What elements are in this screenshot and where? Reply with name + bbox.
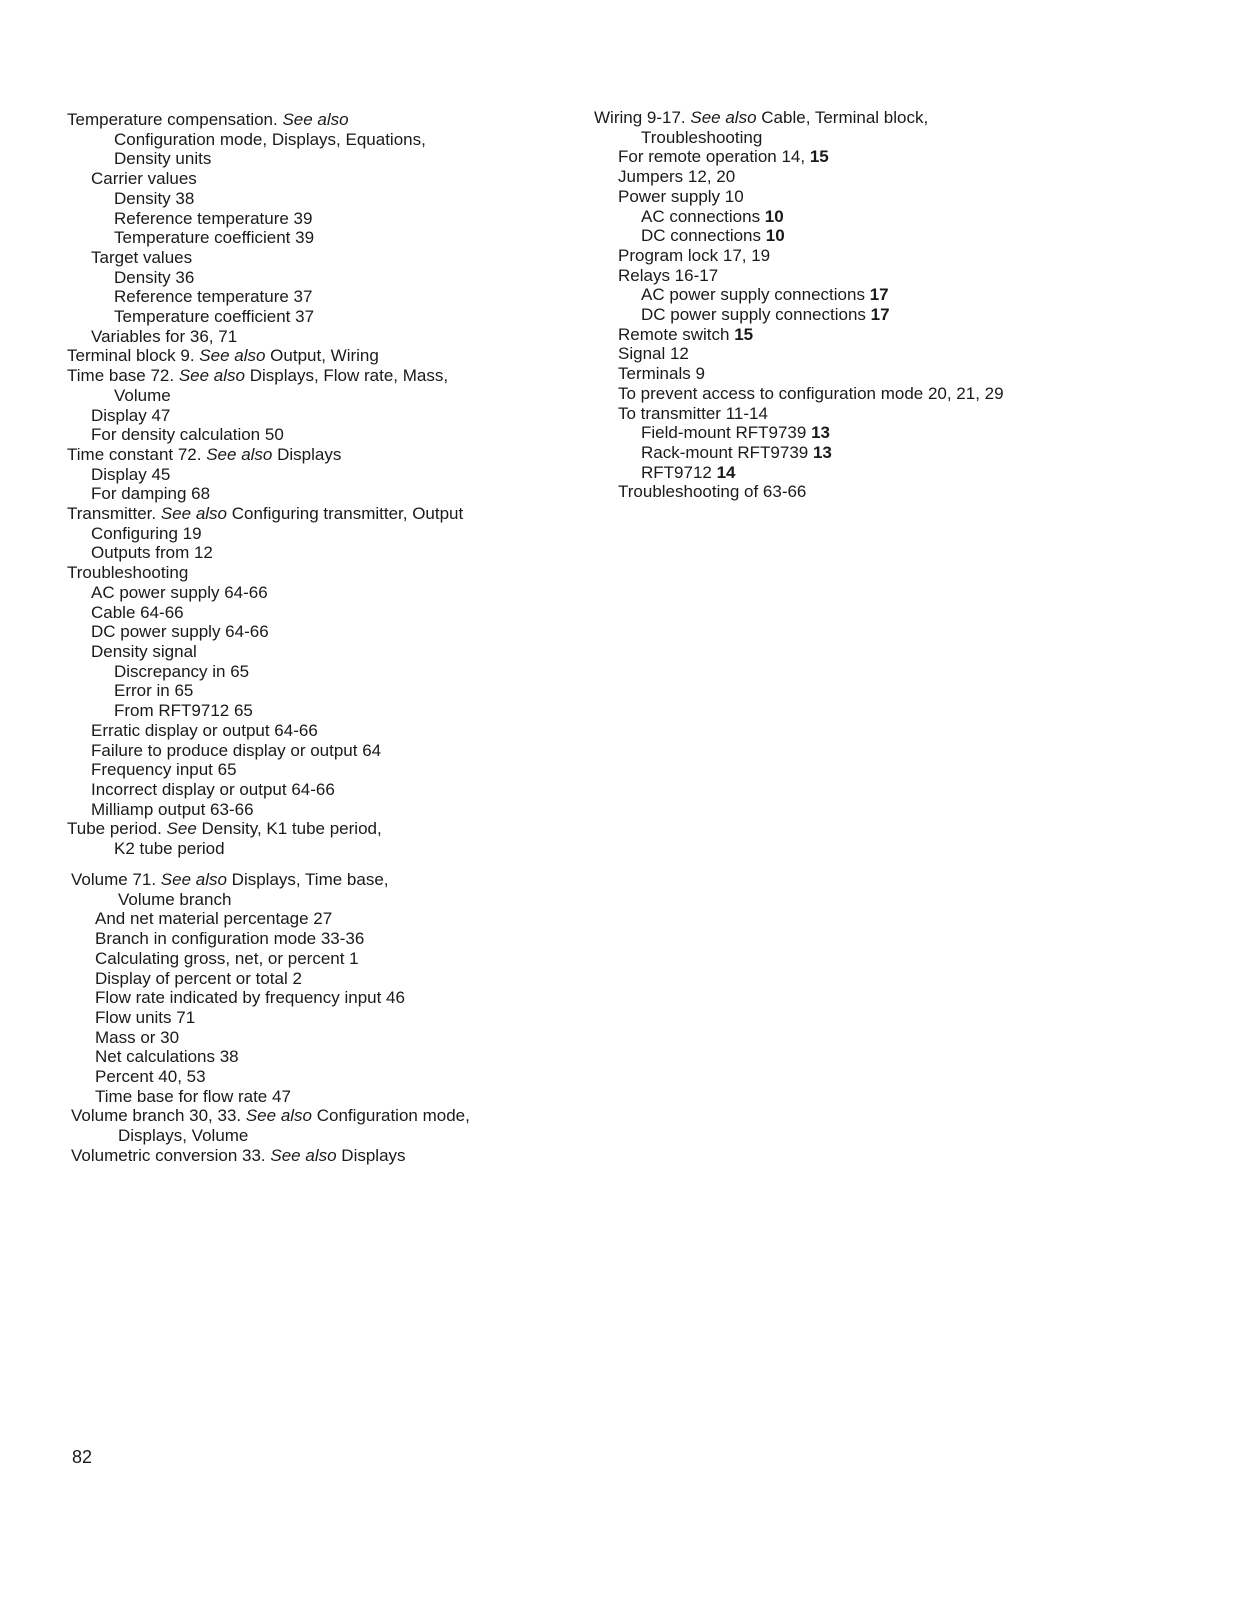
entry-text: Net calculations 38 (95, 1047, 239, 1067)
index-entry (67, 603, 567, 623)
see-also-reference: See also (160, 504, 228, 524)
entry-text: Displays, Volume (118, 1126, 249, 1146)
entry-text: Time constant 72. (67, 444, 207, 464)
entry-text: Outputs from 12 (91, 543, 213, 563)
entry-text: Remote switch (618, 324, 735, 344)
index-entry (71, 1067, 571, 1087)
see-also-reference: See (166, 819, 197, 839)
index-entry (67, 425, 567, 445)
entry-text: Reference temperature 37 (114, 287, 313, 307)
entry-text: Program lock 17, 19 (618, 245, 771, 265)
index-entry (67, 800, 567, 820)
index-entry (67, 386, 567, 406)
index-entry (67, 662, 567, 682)
entry-text: Troubleshooting of 63-66 (618, 482, 807, 502)
entry-text: Display 45 (91, 464, 171, 484)
entry-text: Tube period. (67, 819, 167, 839)
index-entry (71, 1087, 571, 1107)
index-entry (594, 128, 1154, 148)
entry-text: Carrier values (91, 169, 197, 189)
index-entry (71, 909, 571, 929)
entry-text: Incorrect display or output 64-66 (91, 779, 335, 799)
index-entry (67, 780, 567, 800)
entry-text: AC power supply 64-66 (91, 582, 268, 602)
entry-text: Erratic display or output 64-66 (91, 720, 318, 740)
index-entry (67, 366, 567, 386)
index-entry (67, 209, 567, 229)
index-entry (67, 327, 567, 347)
entry-text: Target values (91, 247, 193, 267)
index-entry (594, 344, 1154, 364)
index-entry (67, 819, 567, 839)
index-entry (67, 760, 567, 780)
entry-text: For density calculation 50 (91, 425, 284, 445)
entry-text: Signal 12 (618, 344, 689, 364)
entry-text: Display 47 (91, 405, 171, 425)
index-entry (67, 268, 567, 288)
entry-text: Volume branch 30, 33. (71, 1106, 246, 1126)
entry-text: To prevent access to configuration mode 20, 21, 29 (618, 383, 1004, 403)
primary-page-reference: 10 (764, 206, 784, 226)
entry-text: Density 36 (114, 267, 195, 287)
index-entry (67, 445, 567, 465)
page-number: 82 (72, 1447, 93, 1467)
index-entry (71, 929, 571, 949)
entry-text: Terminals 9 (618, 364, 705, 384)
index-entry (67, 701, 567, 721)
entry-text: Transmitter. (67, 504, 161, 524)
entry-text: DC power supply 64-66 (91, 622, 269, 642)
index-entry (67, 721, 567, 741)
cross-reference-targets: Displays, Flow rate, Mass, (244, 366, 449, 386)
cross-reference-targets: Configuration mode, (312, 1106, 470, 1126)
index-entry (71, 969, 571, 989)
entry-text: Milliamp output 63-66 (91, 799, 254, 819)
primary-page-reference: 15 (734, 324, 754, 344)
index-entry (67, 346, 567, 366)
index-entry (71, 949, 571, 969)
index-entry (594, 443, 1154, 463)
index-entry (71, 1126, 571, 1146)
cross-reference-targets: Cable, Terminal block, (756, 108, 929, 127)
see-also-reference: See also (282, 110, 349, 129)
index-entry (594, 108, 1154, 128)
primary-page-reference: 13 (811, 423, 830, 443)
entry-text: Configuration mode, Displays, Equations, (114, 129, 426, 149)
entry-text: Cable 64-66 (91, 602, 184, 622)
index-entry (67, 583, 567, 603)
index-entry (594, 325, 1154, 345)
index-entry (67, 406, 567, 426)
see-also-reference: See also (245, 1106, 313, 1126)
see-also-reference: See also (270, 1145, 337, 1165)
index-entry (594, 463, 1154, 483)
entry-text: From RFT9712 65 (114, 701, 253, 721)
entry-text: Density 38 (114, 188, 195, 208)
entry-text: For damping 68 (91, 484, 211, 504)
entry-text: Time base 72. (67, 366, 179, 386)
index-entry (67, 130, 567, 150)
index-entry (67, 741, 567, 761)
primary-page-reference: 15 (809, 147, 829, 167)
entry-text: Reference temperature 39 (114, 208, 313, 228)
entry-text: DC connections (641, 226, 766, 246)
see-also-reference: See also (160, 870, 227, 889)
cross-reference-targets: Configuring transmitter, Output (227, 504, 464, 524)
entry-text: Terminal block 9. (67, 346, 200, 366)
entry-text: Field-mount RFT9739 (641, 423, 812, 443)
index-entry (67, 504, 567, 524)
index-entry (594, 404, 1154, 424)
index-entry (594, 207, 1154, 227)
cross-reference-targets: Displays, Time base, (226, 870, 389, 889)
index-entry (67, 110, 567, 130)
entry-text: AC power supply connections (641, 285, 870, 305)
entry-text: Temperature compensation. (67, 110, 283, 129)
index-entry (67, 622, 567, 642)
index-entry (594, 246, 1154, 266)
entry-text: Density signal (91, 641, 197, 661)
entry-text: Volume (114, 385, 171, 405)
entry-text: Jumpers 12, 20 (618, 167, 736, 187)
index-entry (71, 1106, 571, 1126)
index-entry (71, 988, 571, 1008)
entry-text: Configuring 19 (91, 523, 202, 543)
index-entry (71, 890, 571, 910)
index-entry (67, 839, 567, 859)
primary-page-reference: 17 (869, 285, 889, 305)
entry-text: Flow rate indicated by frequency input 46 (95, 988, 405, 1008)
entry-text: And net material percentage 27 (95, 909, 333, 929)
index-entry (71, 1047, 571, 1067)
entry-text: Volumetric conversion 33. (71, 1145, 271, 1165)
entry-text: Power supply 10 (618, 186, 744, 206)
entry-text: Error in 65 (114, 681, 194, 701)
index-entry (594, 482, 1154, 502)
index-column-left-upper (67, 110, 567, 859)
primary-page-reference: 13 (812, 442, 832, 462)
index-entry (67, 563, 567, 583)
index-entry (67, 681, 567, 701)
cross-reference-targets: Output, Wiring (265, 346, 379, 366)
index-entry (67, 149, 567, 169)
entry-text: Troubleshooting (67, 563, 189, 583)
see-also-reference: See also (206, 444, 273, 464)
index-entry (594, 147, 1154, 167)
index-entry (71, 1008, 571, 1028)
entry-text: Mass or 30 (95, 1027, 180, 1047)
index-entry (594, 423, 1154, 443)
see-also-reference: See also (199, 346, 266, 366)
index-entry (594, 305, 1154, 325)
index-entry (67, 524, 567, 544)
entry-text: Density units (114, 149, 212, 169)
entry-text: Volume 71. (71, 870, 161, 889)
entry-text: Volume branch (118, 889, 232, 909)
primary-page-reference: 10 (765, 226, 785, 246)
index-entry (67, 189, 567, 209)
index-entry (594, 167, 1154, 187)
entry-text: Rack-mount RFT9739 (641, 442, 813, 462)
index-entry (594, 226, 1154, 246)
entry-text: Relays 16-17 (618, 265, 719, 285)
entry-text: For remote operation 14, (618, 147, 810, 167)
index-entry (67, 642, 567, 662)
entry-text: Time base for flow rate 47 (95, 1086, 291, 1106)
index-entry (67, 484, 567, 504)
entry-text: DC power supply connections (641, 305, 871, 325)
entry-text: RFT9712 (641, 462, 717, 482)
entry-text: Discrepancy in 65 (114, 661, 250, 681)
entry-text: Frequency input 65 (91, 760, 237, 780)
entry-text: Temperature coefficient 39 (114, 228, 315, 248)
index-column-left-lower (71, 870, 571, 1166)
index-entry (67, 307, 567, 327)
entry-text: Troubleshooting (641, 127, 763, 147)
entry-text: Branch in configuration mode 33-36 (95, 929, 365, 949)
entry-text: Wiring 9-17. (594, 108, 691, 127)
index-entry (71, 1146, 571, 1166)
entry-text: To transmitter 11-14 (618, 403, 768, 423)
primary-page-reference: 17 (870, 305, 890, 325)
index-entry (594, 285, 1154, 305)
index-entry (67, 543, 567, 563)
index-entry (67, 228, 567, 248)
index-entry (67, 248, 567, 268)
entry-text: AC connections (641, 206, 765, 226)
entry-text: Temperature coefficient 37 (114, 307, 315, 327)
entry-text: Calculating gross, net, or percent 1 (95, 948, 359, 968)
index-entry (594, 266, 1154, 286)
index-entry (67, 465, 567, 485)
index-entry (71, 1028, 571, 1048)
index-entry (594, 364, 1154, 384)
see-also-reference: See also (690, 108, 757, 127)
cross-reference-targets: Displays (272, 444, 342, 464)
cross-reference-targets: Displays (336, 1145, 406, 1165)
index-column-right (594, 108, 1154, 502)
primary-page-reference: 14 (716, 462, 736, 482)
entry-text: K2 tube period (114, 839, 225, 859)
entry-text: Percent 40, 53 (95, 1067, 206, 1087)
entry-text: Display of percent or total 2 (95, 968, 302, 988)
cross-reference-targets: Density, K1 tube period, (196, 819, 382, 839)
index-entry (67, 169, 567, 189)
entry-text: Failure to produce display or output 64 (91, 740, 382, 760)
index-entry (594, 384, 1154, 404)
see-also-reference: See also (178, 366, 245, 386)
index-entry (594, 187, 1154, 207)
entry-text: Variables for 36, 71 (91, 326, 238, 346)
index-entry (67, 287, 567, 307)
index-entry (71, 870, 571, 890)
entry-text: Flow units 71 (95, 1007, 196, 1027)
